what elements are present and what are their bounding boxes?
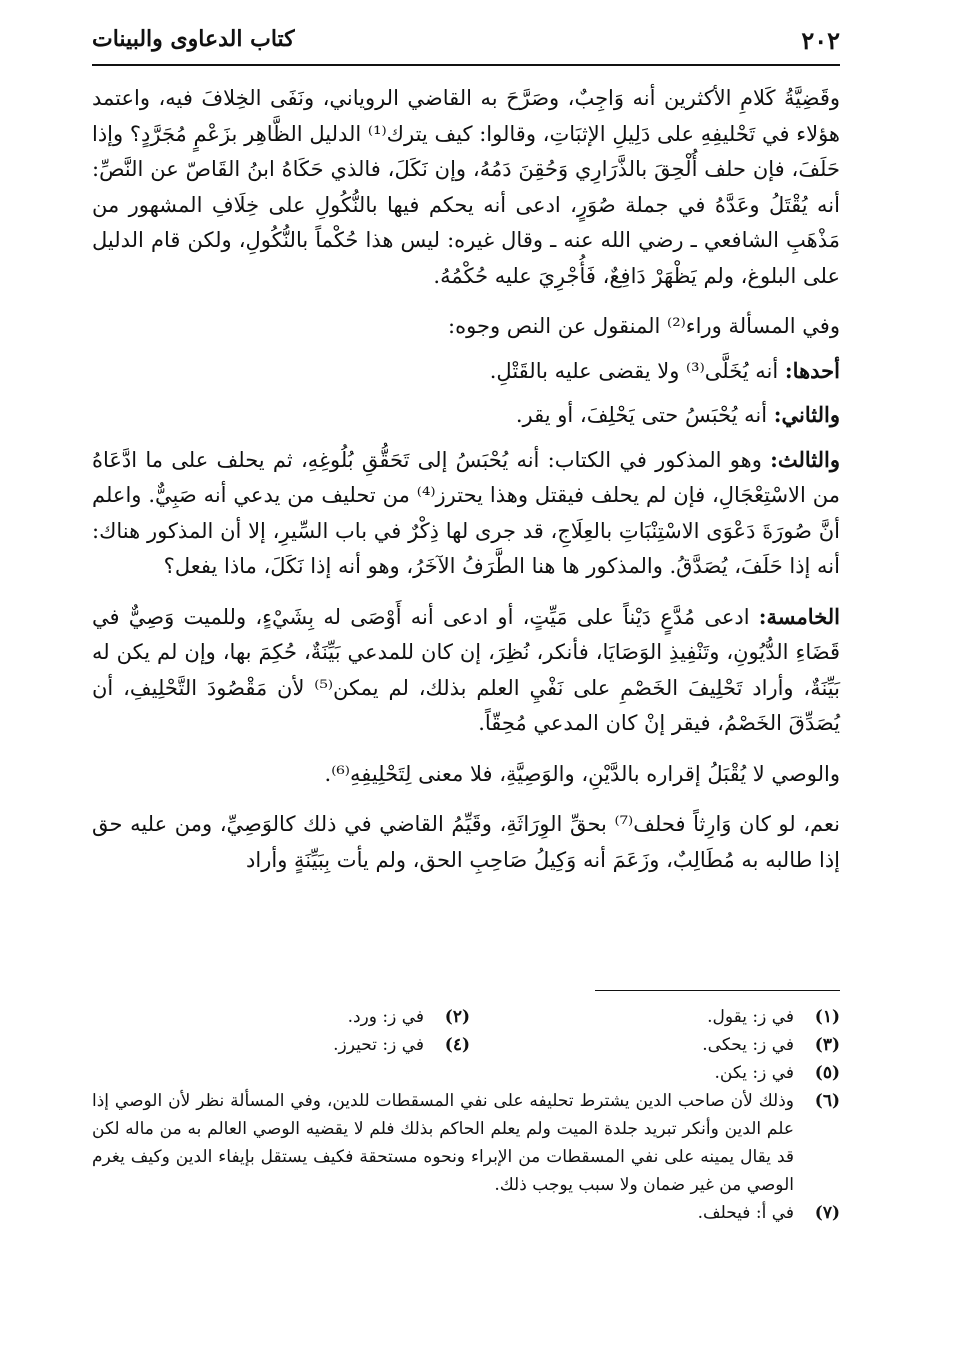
paragraph-text: وفي المسألة وراء⁽²⁾ المنقول عن النص وجوه:: [448, 314, 840, 338]
footnote-text: في ز: يقول.: [707, 1007, 794, 1027]
footnote-text: في ز: ورد.: [347, 1007, 424, 1027]
header-rule: [92, 64, 840, 66]
footnotes: [92, 1003, 840, 1227]
footnote-number: (١): [814, 1007, 840, 1027]
paragraph-lead: الخامسة:: [758, 603, 840, 629]
paragraph-text: نعم، لو كان وَارِثاً فحلف⁽⁷⁾ بحقِّ الوِرَاثَةِ، وقَيِّمُ القاضي في ذلك كالوَصِيِّ، ومن عليه حق إذا طالبه به مُطَالِبٌ، وزَعَمَ أنه وَكِيلُ صَاحِبِ الحق، ولم يأت بِبَيِّنَةٍ وأراد: [92, 812, 840, 872]
footnote-number: (٣): [814, 1035, 840, 1055]
footnote-number: (٧): [814, 1203, 840, 1223]
page-number: ٢٠٢: [801, 26, 840, 55]
paragraph: [92, 308, 840, 345]
footnote-number: (٦): [814, 1091, 840, 1111]
paragraph: [92, 353, 840, 390]
footnote-number: (٥): [814, 1063, 840, 1083]
paragraph-text: أنه يُحْبَسُ حتى يَحْلِفَ، أو يقر.: [515, 403, 768, 427]
footnote-row: [92, 1003, 840, 1031]
footnote-text: في ز: يحكى.: [702, 1035, 794, 1055]
paragraph-text: والوصي لا يُقْبَلُ إقراره بالدَّيْنِ، والوَصِيَّةِ، فلا معنى لِتَحْلِيفِهِ⁽⁶⁾.: [324, 761, 840, 786]
footnote-text: في أ: فيحلف.: [697, 1203, 794, 1223]
paragraph: [92, 442, 840, 585]
footnote: [470, 1003, 840, 1031]
footnote: [92, 1059, 840, 1087]
footnote-text: في ز: يكن.: [714, 1063, 794, 1083]
footnote-row: [92, 1031, 840, 1059]
main-text: [92, 80, 840, 892]
footnote: [100, 1003, 470, 1031]
footnote-text: وذلك لأن صاحب الدين يشترط تحليفه على نفي المسقطات للدين، وفي المسألة نظر لأن الوصي إذا علم الدين وأنكر تبريد جلدة الميت ولم يعلم الحاكم بذلك فلم لا يقضيه الوصي العالم به من ماله لكن قد يقال يمينه على نفي المسقطات من الإبراء ونحوه مستحقة فكيف يستقل بإيفاء الدين وكيف يغرم الوصي من غير ضمان ولا سبب يوجب ذلك.: [92, 1091, 794, 1195]
book-title: كتاب الدعاوى والبينات: [92, 26, 295, 52]
paragraph-lead: والثالث:: [770, 446, 840, 472]
footnote: [100, 1031, 470, 1059]
footnote: [470, 1031, 840, 1059]
footnote: [92, 1199, 840, 1227]
paragraph-text: ادعى مُدَّعٍ دَيْناً على مَيِّتٍ، أو ادعى أنه أَوْصَى له بِشَيْءٍ، وللميت وَصِيٌّ في قَضَاءِ الدُّيُونِ، وتَنْفِيذِ الوَصَايَا، فأنكر، نُظِرَ، إن كان للمدعي بَيِّنَةٌ، حُكِمَ بها، وإن لم يكن له بَيِّنَةٌ، وأراد تَحْلِيفَ الخَصْمِ على نَفْيِ العلم بذلك، لم يمكن⁽⁵⁾ لأن مَقْصُودَ التَّحْلِيفِ، أن يُصَدِّقَ الخَصْمُ، فيقر إنْ كان المدعي مُحِقّاً.: [92, 604, 840, 735]
footnote-number: (٢): [444, 1007, 470, 1027]
footnote-number: (٤): [444, 1035, 470, 1055]
paragraph-text: أنه يُخَلَّى⁽³⁾ ولا يقضى عليه بالقَتْلِ.: [489, 358, 779, 383]
footnote-rule: [595, 990, 840, 991]
paragraph-text: وهو المذكور في الكتاب: أنه يُحْبَسُ إلى تَحَقُّقِ بُلُوغِهِ، ثم يحلف على ما ادَّعَاهُ من الاسْتِعْجَالِ، فإن لم يحلف فيقتل وهذا يحترز⁽⁴⁾ من تحليف من يدعي أنه صَبِيٌّ. واعلم أنَّ صُورَةَ دَعْوَى الاسْتِنْبَاتِ بالعِلَاجِ، قد جرى لها ذِكْرٌ في باب السِّيرِ، إلا أن المذكور هناك: أنه إذا حَلَفَ، يُصَدَّقُ. والمذكور ها هنا الطَّرَفُ الآخَرُ، وهو أنه إذا نَكَلَ، ماذا يفعل؟: [92, 447, 840, 578]
paragraph: [92, 806, 840, 878]
footnote-text: في ز: تحيرز.: [333, 1035, 424, 1055]
paragraph: [92, 756, 840, 793]
footnote: [92, 1087, 840, 1199]
paragraph-lead: أحدها:: [784, 357, 840, 383]
paragraph-lead: والثاني:: [773, 402, 840, 427]
running-head: [92, 22, 840, 62]
paragraph: [92, 599, 840, 742]
paragraph: [92, 80, 840, 294]
paragraph: [92, 397, 840, 434]
paragraph-text: وقَضِيَّةُ كَلامِ الأكثرين أنه وَاجِبٌ، وصَرَّحَ به القاضي الروياني، ونَفَى الخِلافَ فيه، واعتمد هؤلاء في تَحْليفِهِ على دَلِيلِ الإثبَاتِ، وقالوا: كيف يترك⁽¹⁾ الدليل الظَّاهِر بزَعْمٍ مُجَرَّدٍ؟ وإذا حَلَفَ، فإن حلف أُلْحِقَ بالذَّرَارِي وَحُقِنَ دَمُهُ، وإن نَكَلَ، فالذي حَكَاهُ ابنُ القَاصّ عن النَّصِّ: أنه يُقْتَلُ وعَدَّهُ في جملة صُوَرٍ، ادعى أنه يحكم فيها بالنُّكُولِ على خِلَافِ المشهور من مَذْهَبِ الشافعي ـ رضي الله عنه ـ وقال غيره: ليس هذا حُكْماً بالنُّكُولِ، ولكن قام الدليل على البلوغ، ولم يَظْهَرْ دَافِعٌ، فَأُجْرِيَ عليه حُكْمُهُ.: [92, 86, 841, 288]
